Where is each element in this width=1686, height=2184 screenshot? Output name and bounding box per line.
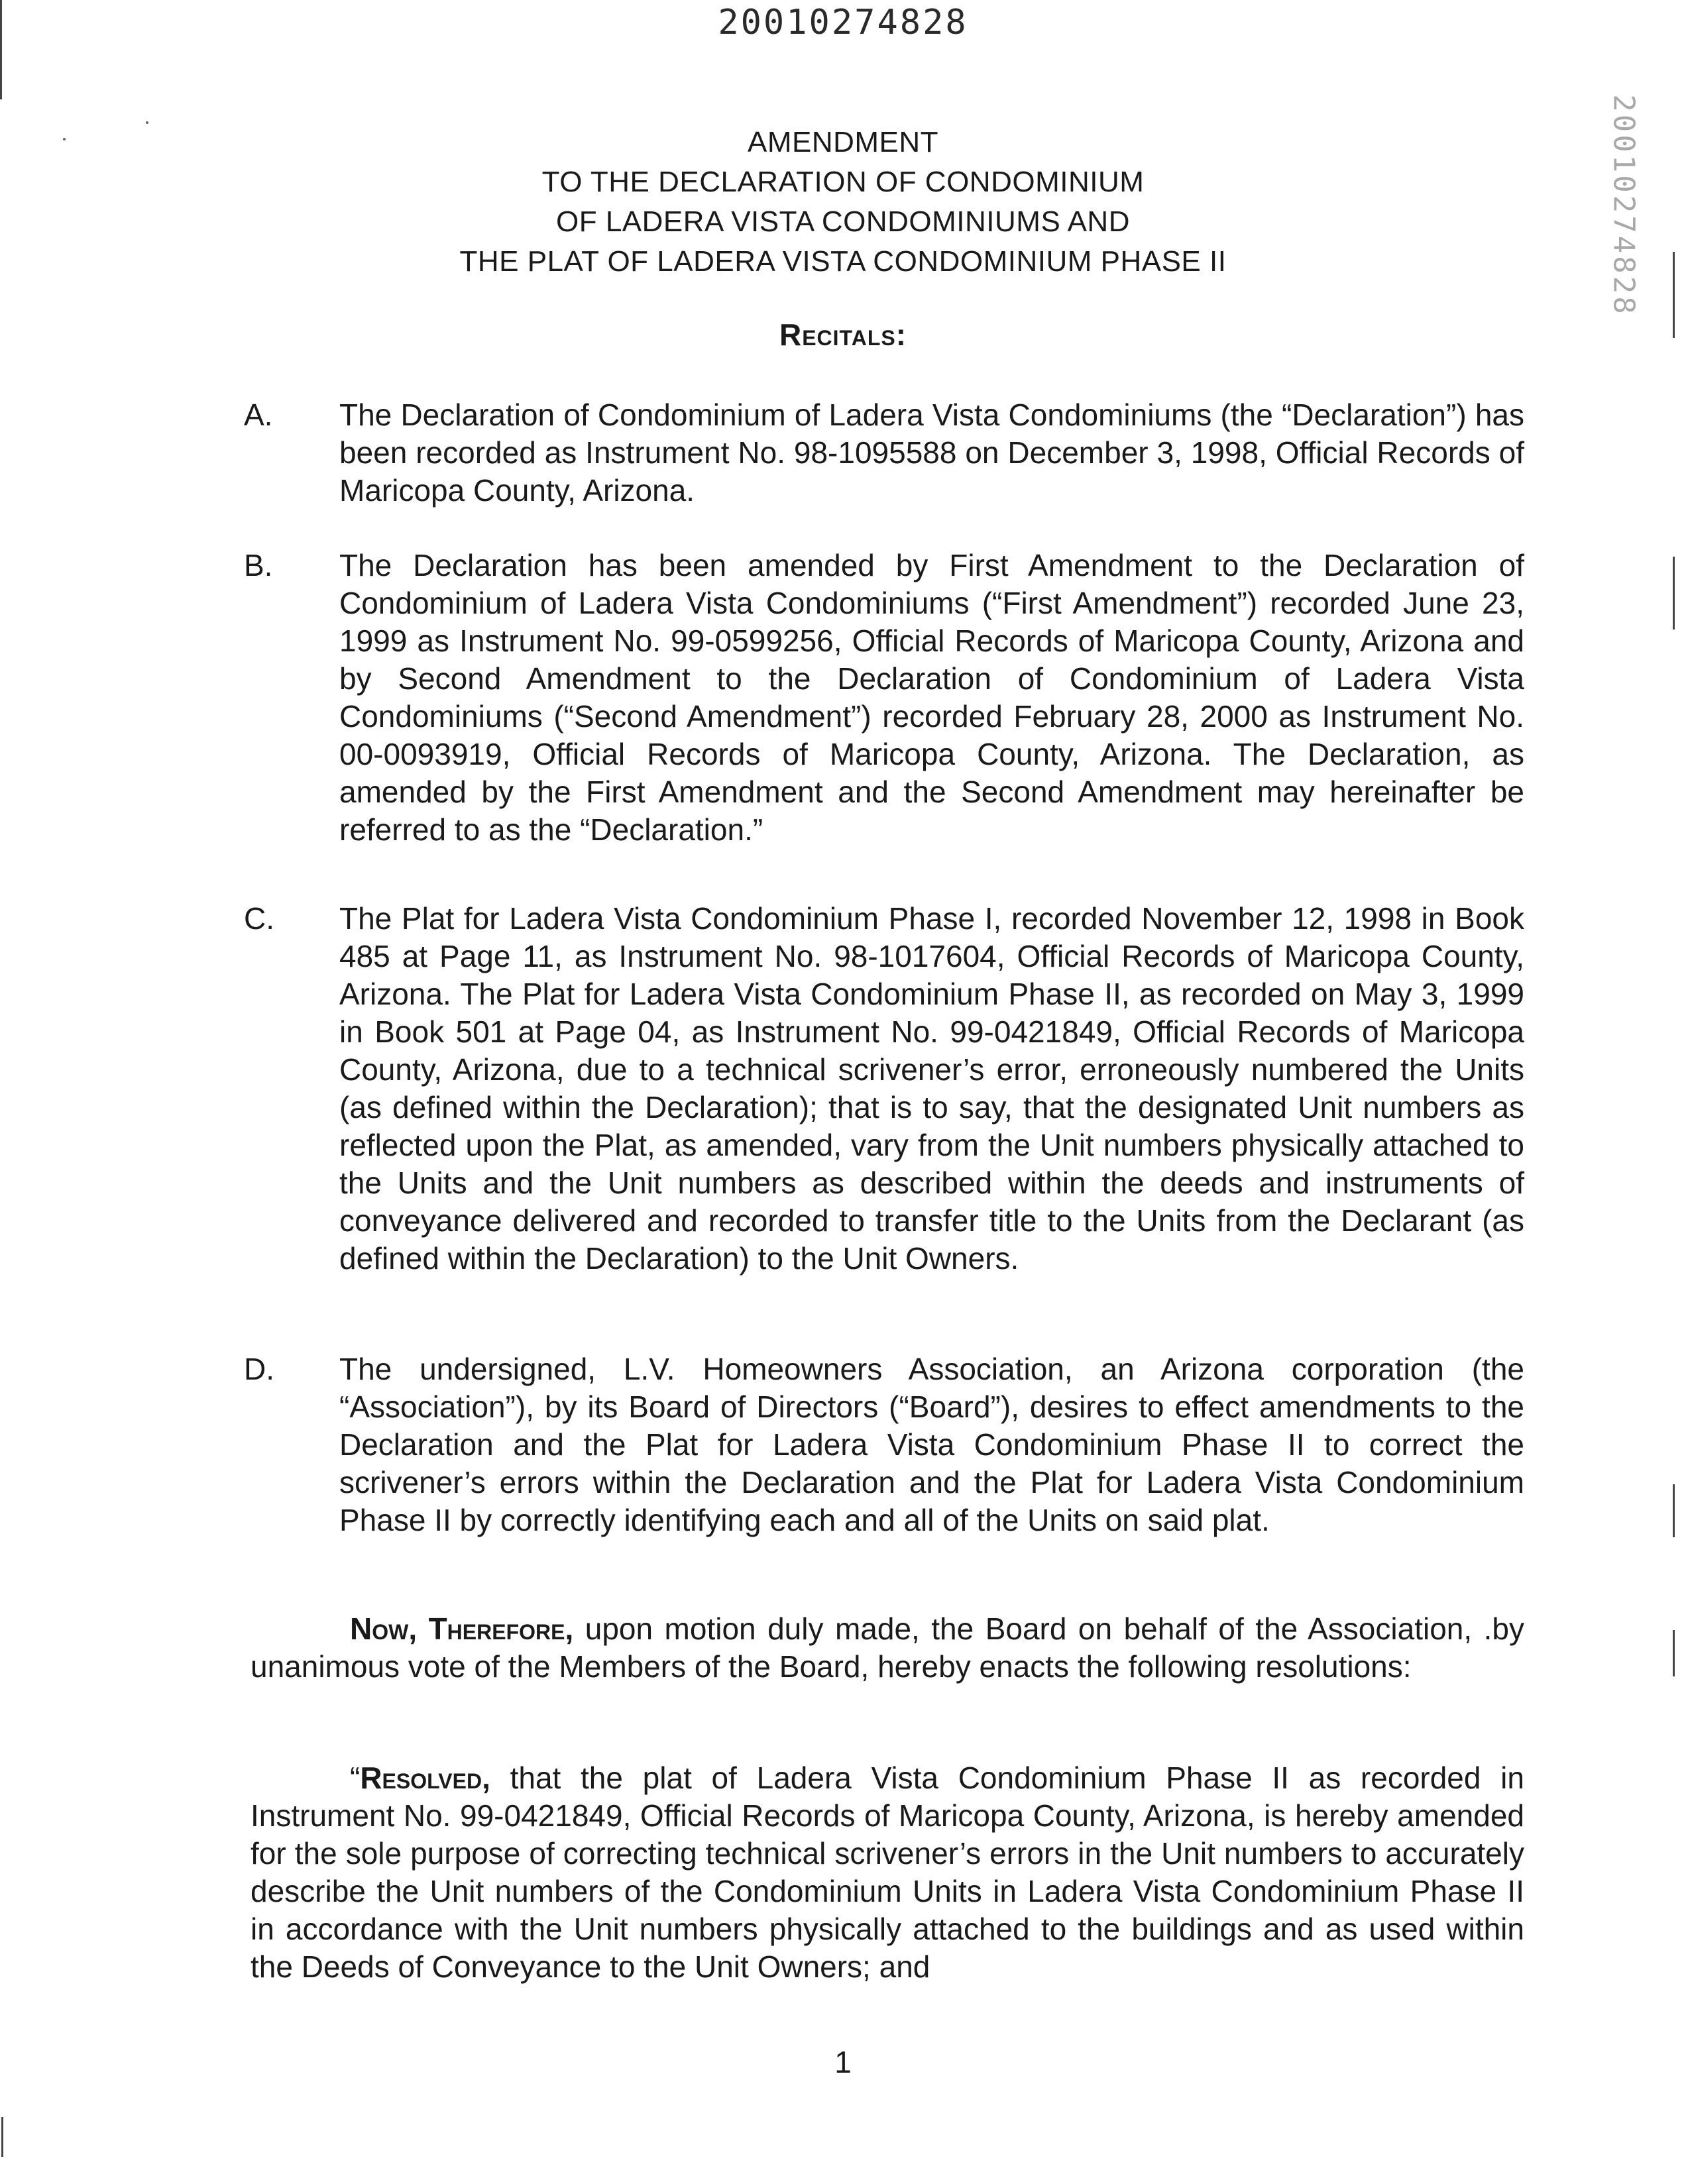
recitals-heading: Recitals: <box>779 317 907 352</box>
recital-text: The Declaration of Condominium of Ladera Vista Condominiums (the “Declaration”) has been recorded as Instrument No. 98-1095588 on December 3, 1998, Official Records of Maricopa County, Arizona. <box>339 398 1524 508</box>
recital-letter: A. <box>244 398 273 432</box>
recital-text: The Plat for Ladera Vista Condominium Phase I, recorded November 12, 1998 in Book 485 at Page 11, as Instrument No. 98-1017604, Official Records of Maricopa County, Arizona. The Plat for Ladera Vista Condominium Phase II, as recorded on May 3, 1999 in Book 501 at Page 04, as Instrument No. 99-0421849, Official Records of Maricopa County, Arizona, due to a technical scrivener’s error, erroneously numbered the Units (as defined within the Declaration); that is to say, that the designated Unit numbers as reflected upon the Plat, as amended, vary from the Unit numbers physically attached to the Units and the Unit numbers as described within the deeds and instruments of conveyance delivered and recorded to transfer title to the Units from the Declarant (as defined within the Declaration) to the Unit Owners. <box>339 901 1524 1276</box>
recital-letter: B. <box>244 548 273 582</box>
now-therefore-lead: Now, Therefore, <box>350 1611 574 1646</box>
title-line: THE PLAT OF LADERA VISTA CONDOMINIUM PHASE II <box>459 245 1227 278</box>
now-therefore-text: upon motion duly made, the Board on behalf of the Association, .by unanimous vote of the Members of the Board, hereby enacts the following resolutions: <box>251 1611 1524 1684</box>
recording-number: 20010274828 <box>718 3 968 42</box>
scan-edge-mark <box>1 2117 3 2157</box>
resolved-text: that the plat of Ladera Vista Condominium Phase II as recorded in Instrument No. 99-0421849, Official Records of Maricopa County, Arizona, is hereby amended for the sole purpose of correcting technical scrivener’s errors in the Unit numbers to accurately describe the Unit numbers of the Condominium Units in Ladera Vista Condominium Phase II in accordance with the Unit numbers physically attached to the buildings and as used within the Deeds of Conveyance to the Unit Owners; and <box>251 1761 1524 1984</box>
recital-text: The Declaration has been amended by First Amendment to the Declaration of Condominium of Ladera Vista Condominiums (“First Amendment”) recorded June 23, 1999 as Instrument No. 99-0599256, Official Records of Maricopa County, Arizona and by Second Amendment to the Declaration of Condominium of Ladera Vista Condominiums (“Second Amendment”) recorded February 28, 2000 as Instrument No. 00-0093919, Official Records of Maricopa County, Arizona. The Declaration, as amended by the First Amendment and the Second Amendment may hereinafter be referred to as the “Declaration.” <box>339 548 1524 847</box>
margin-stamp-text: 20010274828 <box>1606 94 1641 317</box>
scan-edge-mark <box>1673 557 1675 629</box>
scan-edge-mark <box>1673 1484 1675 1537</box>
document-title <box>0 123 1686 282</box>
recital-text: The undersigned, L.V. Homeowners Association, an Arizona corporation (the “Association”), by its Board of Directors (“Board”), desires to effect amendments to the Declaration and the Plat for Ladera Vista Condominium Phase II to correct the scrivener’s errors within the Declaration and the Plat for Ladera Vista Condominium Phase II by correctly identifying each and all of the Units on said plat. <box>339 1352 1524 1537</box>
resolved-open-quote: “ <box>350 1761 361 1795</box>
title-line: TO THE DECLARATION OF CONDOMINIUM <box>541 166 1145 198</box>
recital-letter: D. <box>244 1352 274 1386</box>
recital-letter: C. <box>244 901 274 936</box>
scan-edge-mark <box>0 0 2 99</box>
now-therefore-paragraph <box>251 1610 1524 1686</box>
resolved-paragraph <box>251 1759 1524 1986</box>
title-line: OF LADERA VISTA CONDOMINIUMS AND <box>556 205 1130 238</box>
title-line: AMENDMENT <box>747 126 939 158</box>
page-number: 1 <box>834 2045 852 2079</box>
resolved-lead: Resolved, <box>360 1761 490 1795</box>
scan-edge-mark <box>1673 1630 1675 1676</box>
